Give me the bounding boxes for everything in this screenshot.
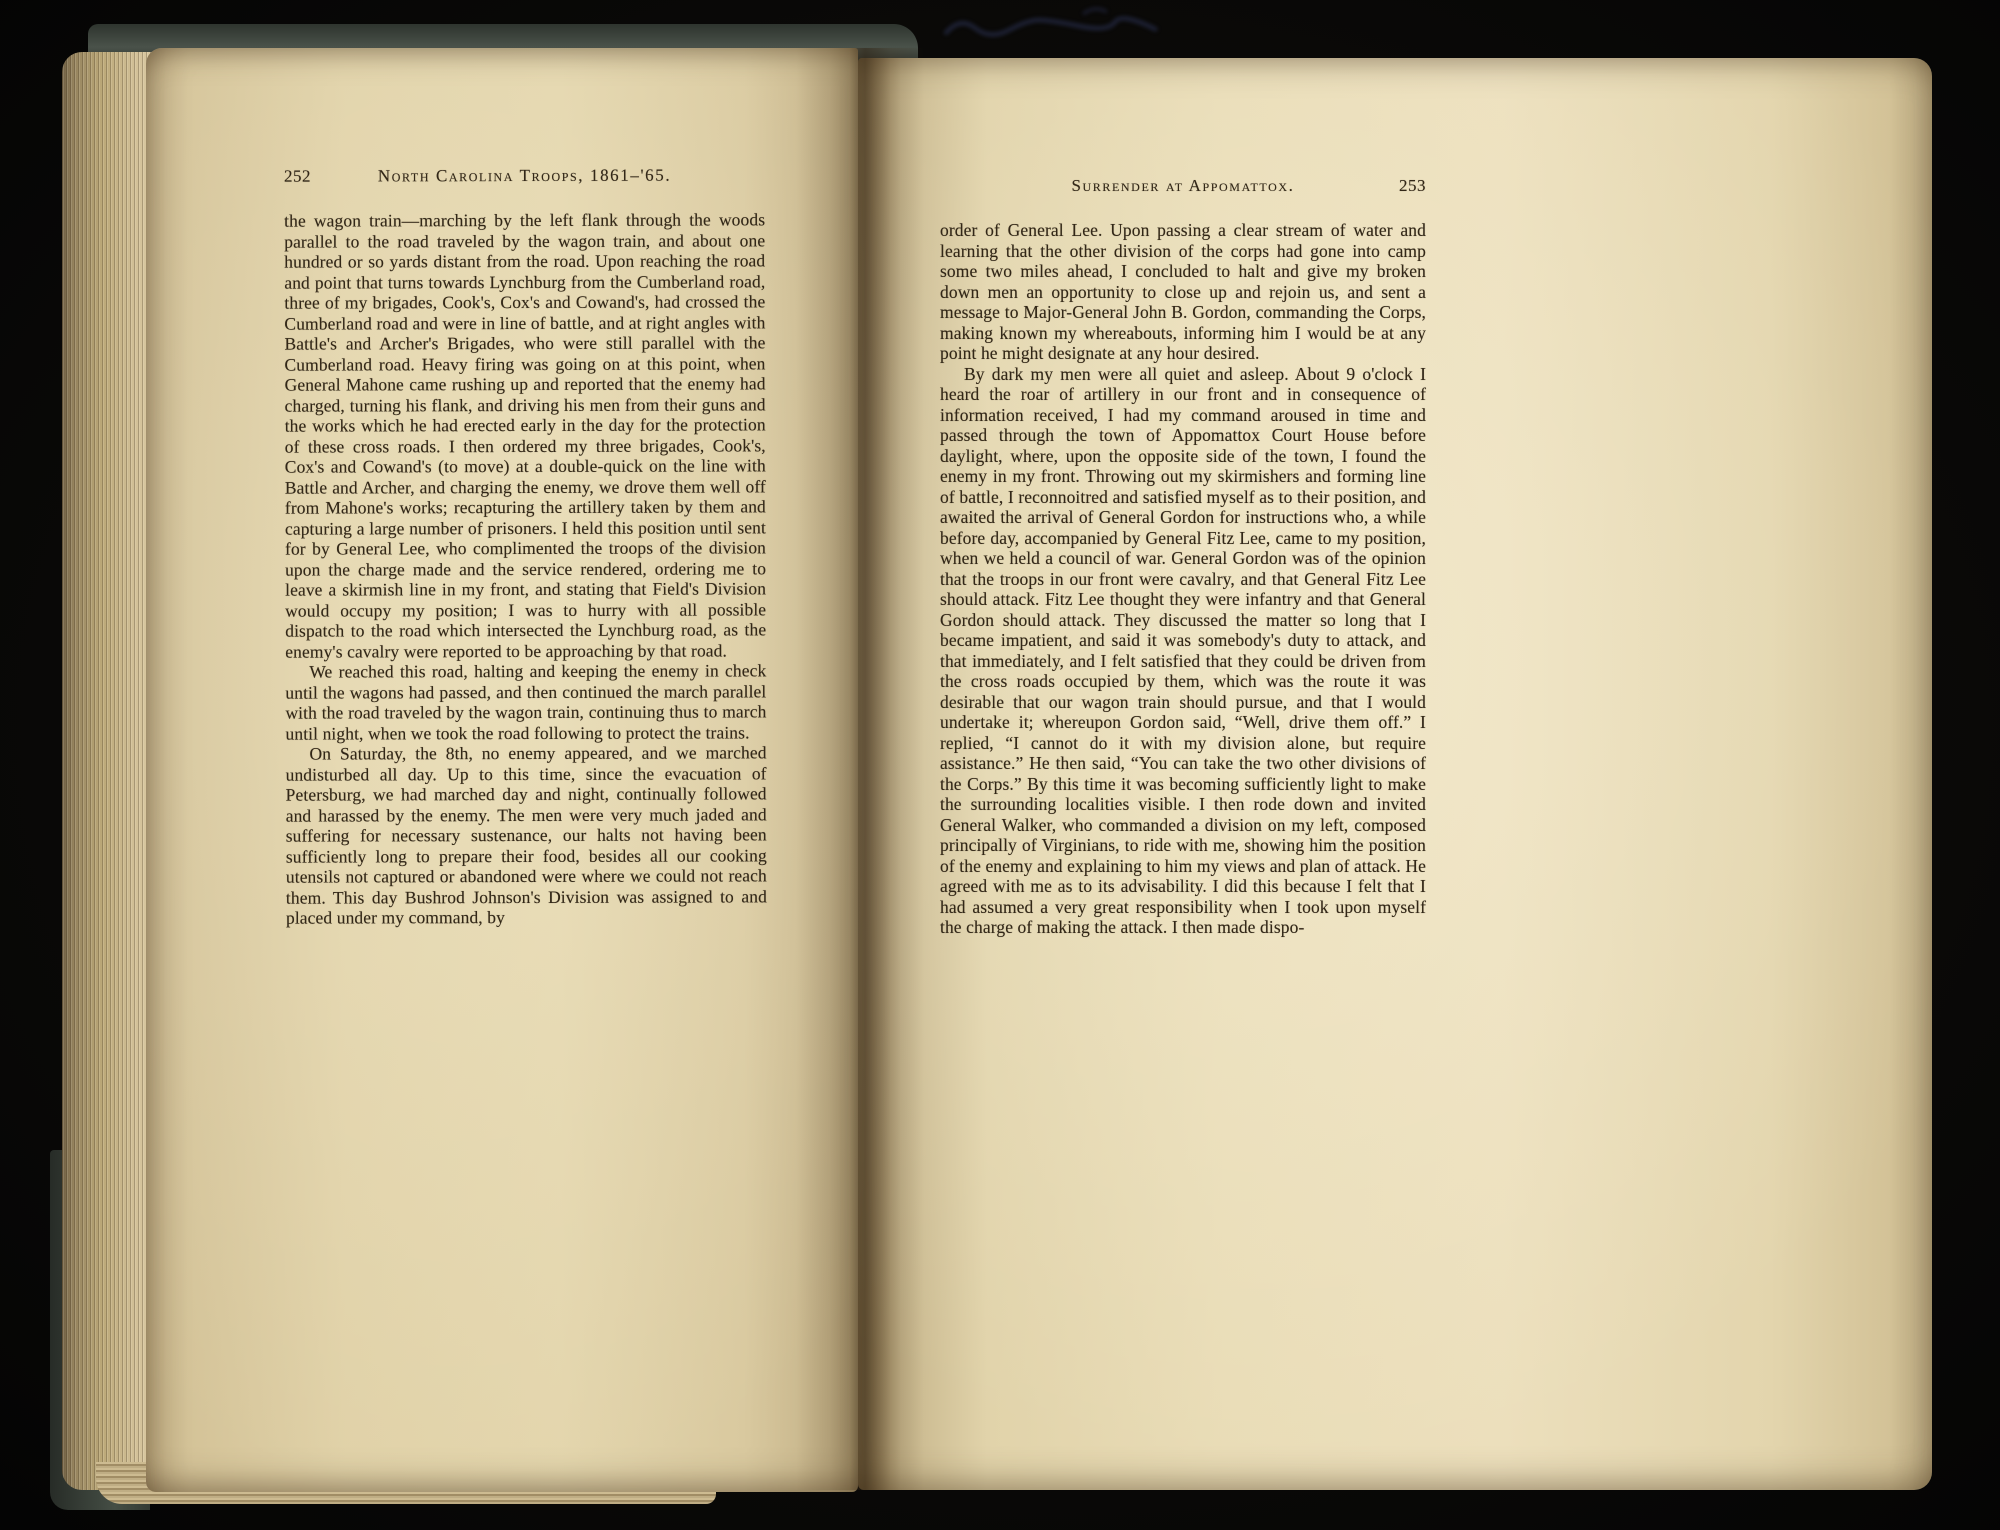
paragraph: We reached this road, halting and keeping the enemy in check until the wagons had passed, and then continued the march parallel with the road traveled by the wagon train, continuing thus to march until night, when we took the road following to protect the trains. (285, 660, 767, 744)
paragraph: On Saturday, the 8th, no enemy appeared, and we marched undisturbed all day. Up to this time, since the evacuation of Petersburg, we had marched day and night, continually followed and harassed by the enemy. The men were very much jaded and suffering for necessary sustenance, our halts not having been sufficiently long to prepare their food, besides all our cooking utensils not captured or abandoned were where we could not reach them. This day Bushrod Johnson's Division was assigned to and placed under my command, by (285, 742, 767, 928)
paragraph: By dark my men were all quiet and asleep. About 9 o'clock I heard the roar of artillery in our front and in consequence of information received, I had my command aroused in time and passed through the town of Appomattox Court House before daylight, where, upon the opposite side of the town, I found the enemy in my front. Throwing out my skirmishers and forming line of battle, I reconnoitred and satisfied myself as to their position, and awaited the arrival of General Gordon for instructions who, a while before day, accompanied by General Fitz Lee, came to my position, when we held a council of war. General Gordon was of the opinion that the troops in our front were cavalry, and that General Fitz Lee should attack. Fitz Lee thought they were infantry and that General Gordon should attack. They discussed the matter so long that I became impatient, and said it was somebody's duty to attack, and that immediately, and I felt satisfied that they could be driven from the cross roads occupied by them, which was the route it was desirable that our wagon train should pursue, and that I would undertake it; whereupon Gordon said, “Well, drive them off.” I replied, “I cannot do it with my division alone, but require assistance.” He then said, “You can take the two other divisions of the Corps.” By this time it was becoming sufficiently light to make the surrounding localities visible. I then rode down and invited General Walker, who commanded a division on my left, composed principally of Virginians, to ride with me, showing him the position of the enemy and explaining to him my views and plan of attack. He agreed with me as to its advisability. I did this because I felt that I had assumed a very great responsibility when I took upon myself the charge of making the attack. I then made dispo- (940, 363, 1426, 937)
right-page-text-block (940, 176, 1426, 938)
left-page-number: 252 (284, 166, 312, 186)
right-page-number: 253 (1399, 176, 1426, 195)
paragraph: order of General Lee. Upon passing a clear stream of water and learning that the other division of the corps had gone into camp some two miles ahead, I concluded to halt and give my broken down men an opportunity to close up and rejoin us, and sent a message to Major-General John B. Gordon, commanding the Corps, making known my whereabouts, informing him I would be at any point he might designate at any hour desired. (940, 220, 1426, 363)
right-running-title: Surrender at Appomattox. (1071, 176, 1295, 195)
left-running-head (284, 165, 765, 192)
right-page (858, 58, 1932, 1490)
paragraph: the wagon train—marching by the left flank through the woods parallel to the road traveled by the wagon train, and about one hundred or so yards distant from the road. Upon reaching the road and point that turns towards Lynchburg from the Cumberland road, three of my brigades, Cook's, Cox's and Cowand's, had crossed the Cumberland road and were in line of battle, and at right angles with Battle's and Archer's Brigades, who were still parallel with the Cumberland road. Heavy firing was going on at this point, when General Mahone came rushing up and reported that the enemy had charged, turning his flank, and driving his men from their guns and the works which he had erected early in the day for the protection of these cross roads. I then ordered my three brigades, Cook's, Cox's and Cowand's (to move) at a double-quick on the line with Battle and Archer, and charging the enemy, we drove them well off from Mahone's works; recapturing the artillery taken by them and capturing a large number of prisoners. I held this position until sent for by General Lee, who complimented the troops of the division upon the charge made and the service rendered, ordering me to leave a skirmish line in my front, and stating that Field's Division would occupy my position; I was to hurry with all possible dispatch to the road which intersected the Lynchburg road, as the enemy's cavalry were reported to be approaching by that road. (284, 209, 767, 662)
faint-handwriting-mark (935, 2, 1175, 54)
right-running-head (940, 176, 1426, 202)
left-page-text-block (284, 165, 767, 928)
left-page (146, 48, 858, 1492)
left-running-title: North Carolina Troops, 1861–'65. (377, 165, 672, 186)
